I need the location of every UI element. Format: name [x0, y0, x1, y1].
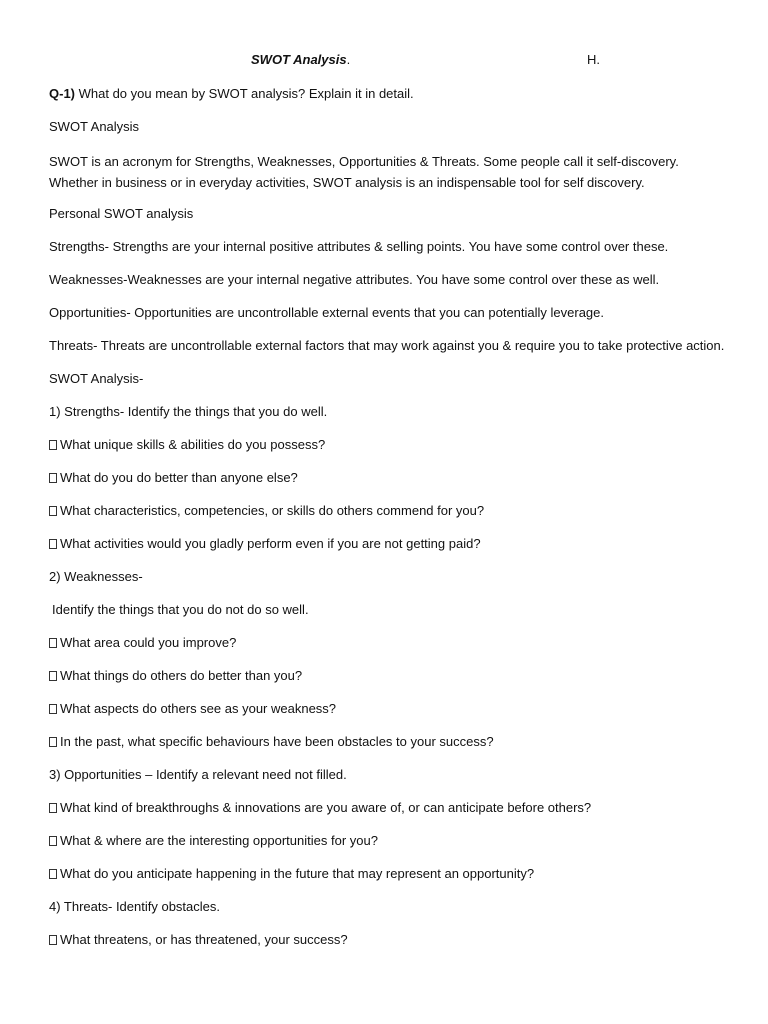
- missing-glyph-icon: [49, 803, 57, 813]
- swot-heading: SWOT Analysis: [49, 119, 140, 134]
- list-item: [49, 502, 729, 520]
- swot-intro-paragraph: SWOT is an acronym for Strengths, Weaknesses, Opportunities & Threats. Some people call it self-discovery. Whether in business or in everyday activities, SWOT analysis is an indispensable tool for self discovery.: [49, 154, 679, 190]
- question-text: What do you mean by SWOT analysis? Explain it in detail.: [75, 86, 414, 101]
- document-title-text: SWOT Analysis: [251, 52, 347, 67]
- document-title: [251, 52, 350, 67]
- missing-glyph-icon: [49, 539, 57, 549]
- strengths-section-heading: 1) Strengths- Identify the things that you do well.: [49, 404, 328, 419]
- list-item: [49, 931, 729, 949]
- opportunities-section-heading: 3) Opportunities – Identify a relevant need not filled.: [49, 767, 347, 782]
- weaknesses-definition: Weaknesses-Weaknesses are your internal negative attributes. You have some control over these as well.: [49, 272, 660, 287]
- document-body: [49, 85, 729, 964]
- missing-glyph-icon: [49, 671, 57, 681]
- missing-glyph-icon: [49, 440, 57, 450]
- list-item: [49, 535, 729, 553]
- weaknesses-section-heading: 2) Weaknesses-: [49, 569, 143, 584]
- list-item: [49, 799, 729, 817]
- bullet-text: What do you anticipate happening in the future that may represent an opportunity?: [60, 866, 535, 881]
- bullet-text: What threatens, or has threatened, your success?: [60, 932, 348, 947]
- threats-section-heading: 4) Threats- Identify obstacles.: [49, 899, 221, 914]
- list-item: [49, 733, 729, 751]
- list-item: [49, 667, 729, 685]
- strengths-definition: Strengths- Strengths are your internal positive attributes & selling points. You have some control over these.: [49, 239, 669, 254]
- bullet-text: What aspects do others see as your weakness?: [60, 701, 337, 716]
- bullet-text: What characteristics, competencies, or skills do others commend for you?: [60, 503, 485, 518]
- list-item: [49, 700, 729, 718]
- missing-glyph-icon: [49, 869, 57, 879]
- list-item: [49, 469, 729, 487]
- bullet-text: What activities would you gladly perform even if you are not getting paid?: [60, 536, 481, 551]
- bullet-text: What & where are the interesting opportunities for you?: [60, 833, 378, 848]
- missing-glyph-icon: [49, 836, 57, 846]
- missing-glyph-icon: [49, 473, 57, 483]
- missing-glyph-icon: [49, 935, 57, 945]
- bullet-text: What area could you improve?: [60, 635, 237, 650]
- weaknesses-subheading: Identify the things that you do not do so well.: [52, 602, 309, 617]
- swot-analysis-heading: SWOT Analysis-: [49, 371, 144, 386]
- question-paragraph: [49, 85, 729, 103]
- title-line: [0, 52, 768, 70]
- document-title-suffix: .: [346, 52, 351, 67]
- bullet-text: What unique skills & abilities do you possess?: [60, 437, 326, 452]
- missing-glyph-icon: [49, 704, 57, 714]
- list-item: [49, 634, 729, 652]
- missing-glyph-icon: [49, 638, 57, 648]
- opportunities-definition: Opportunities- Opportunities are uncontrollable external events that you can potentially leverage.: [49, 305, 604, 320]
- personal-swot-heading: Personal SWOT analysis: [49, 206, 194, 221]
- author-initial: H.: [587, 52, 600, 67]
- threats-definition: Threats- Threats are uncontrollable external factors that may work against you & require you to take protective action.: [49, 338, 725, 353]
- missing-glyph-icon: [49, 506, 57, 516]
- bullet-text: What kind of breakthroughs & innovations are you aware of, or can anticipate before others?: [60, 800, 592, 815]
- list-item: [49, 832, 729, 850]
- list-item: [49, 865, 729, 883]
- bullet-text: What things do others do better than you?: [60, 668, 303, 683]
- bullet-text: In the past, what specific behaviours have been obstacles to your success?: [60, 734, 494, 749]
- bullet-text: What do you do better than anyone else?: [60, 470, 298, 485]
- list-item: [49, 436, 729, 454]
- question-label: Q-1): [49, 86, 75, 101]
- missing-glyph-icon: [49, 737, 57, 747]
